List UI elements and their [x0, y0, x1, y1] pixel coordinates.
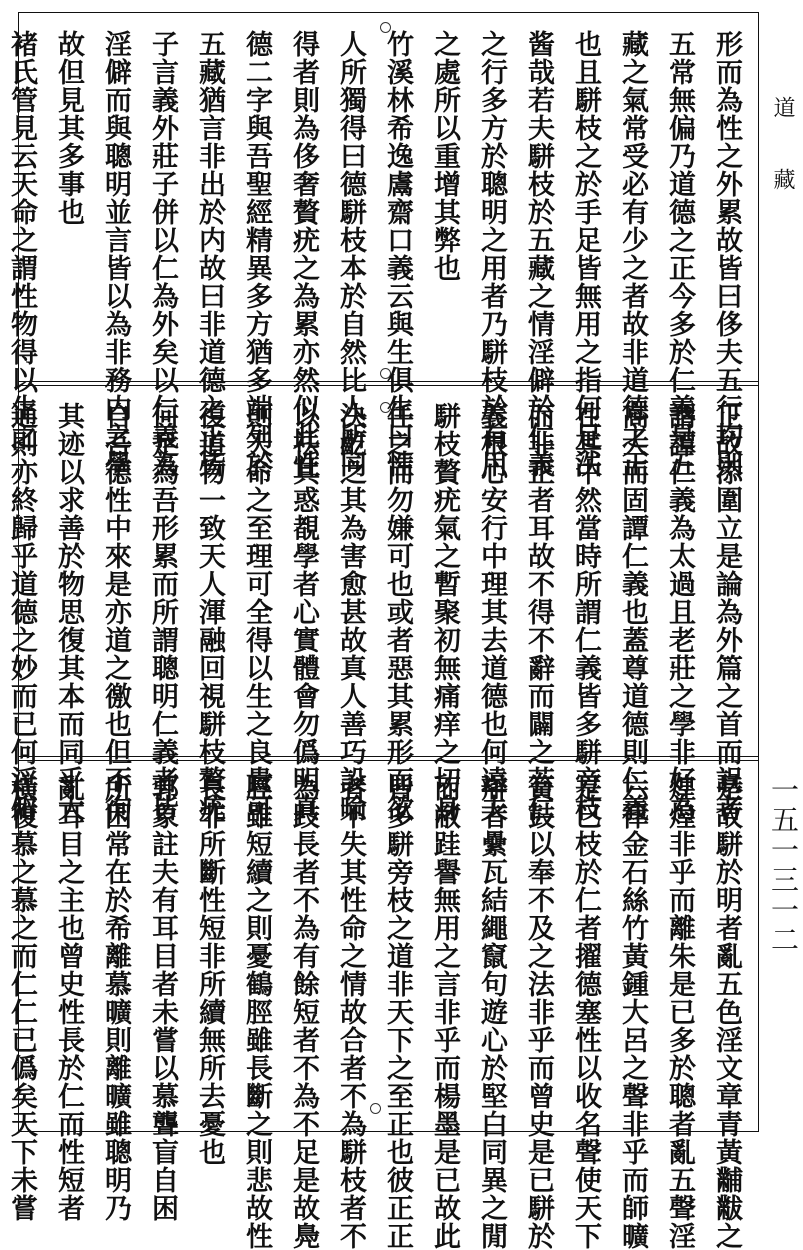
text-column: 也且駢枝之於手足皆無用之指何足泆	[570, 30, 601, 478]
text-column: 辯者纍瓦結繩竄句遊心於堅白同異之閒	[476, 774, 507, 1250]
text-column: 而敝跬譽無用之言非乎而楊墨是已故此	[429, 774, 460, 1250]
text-column: 復道物一致天人渾融回視駢枝贅疣	[194, 402, 225, 822]
text-column: 之行多方於聰明之用者乃駢枝於有用	[476, 30, 507, 478]
text-column: 五藏猶言非出於内故曰非道德之正皆	[194, 30, 225, 478]
text-column: 駢枝贅疣氣之暫聚初無痛痒之切身	[429, 402, 460, 822]
text-column: 故但見其多事也	[53, 30, 84, 226]
margin-title: 道藏	[770, 96, 795, 240]
text-column: 而非正者耳故不得不辭而闢之若仁	[523, 402, 554, 822]
text-column: 任之而勿嫌可也或者惡其累形而欲	[382, 402, 413, 822]
text-column: 脛雖短續之則憂鶴脛雖長斷之則悲故性	[241, 774, 272, 1250]
text-column: 自吾德性中來是亦道之徼也但不徇	[100, 402, 131, 822]
text-column: 是已枝於仁者擢德塞性以收名聲使天下	[570, 774, 601, 1250]
text-column: 得者則為侈奢贅疣之為累亦然似此性	[288, 30, 319, 478]
text-column: 橫復慕之慕之而仁仁已僞矣天下未嘗	[6, 774, 37, 1222]
text-column: 簧鼓以奉不及之法非乎而曾史是已駢於	[523, 774, 554, 1250]
text-column: 正故添圍立是論為外篇之首而誤者	[711, 402, 742, 822]
text-column: 者不失其性命之情故合者不為駢枝者不	[335, 774, 366, 1250]
text-column: 何足為吾形累而所謂聰明仁義者皆	[147, 402, 178, 822]
text-column: 郭象註夫有耳目者未嘗以慕聾盲自困	[147, 774, 178, 1222]
text-column: 長非所斷性短非所續無所去憂也	[194, 774, 225, 1166]
text-column: 為跂長者不為有餘短者不為不足是故鳧	[288, 774, 319, 1250]
text-column: 謂譚仁義為太過且老莊之學非好為	[664, 402, 695, 822]
text-column: 竹溪林希逸鬳齋口義云與生俱生曰性	[382, 30, 413, 478]
text-column: 六律金石絲竹黃鍾大呂之聲非乎而師曠	[617, 774, 648, 1250]
text-column: 子言義外莊子併以仁為外矣以仁義為	[147, 30, 178, 478]
text-column: 之處所以重增其弊也	[429, 30, 460, 282]
text-panel-middle	[6, 402, 746, 822]
text-column: 煌煌非乎而離朱是已多於聰者亂五聲淫	[664, 774, 695, 1250]
text-panel-upper	[6, 30, 746, 478]
text-column: 五常無偏乃道德之正今多於仁義是五	[664, 30, 695, 478]
text-column: 褚氏管見云天命之謂性物得以生之	[6, 30, 37, 450]
text-column: 皆多駢旁枝之道非天下之至正也彼正正	[382, 774, 413, 1250]
text-column: 是故駢於明者亂五色淫文章青黃黼黻之	[711, 774, 742, 1250]
text-column: 在其中然當時所謂仁義皆多駢旁枝	[570, 402, 601, 822]
text-column: 則天命之至理可全得以生之良貴可	[241, 402, 272, 822]
text-column: 形而為性之外累故皆曰侈夫五行均則	[711, 30, 742, 478]
text-column: 通則亦終歸乎道德之妙而已何淫僻	[6, 402, 37, 822]
text-column: 德二字與吾聖經精異多方猶多端列於	[241, 30, 272, 478]
text-column: 決齕之其為害愈甚故真人善巧設喻	[335, 402, 366, 822]
text-column: 酱哉若夫駢枝於五藏之情淫僻於仁義	[523, 30, 554, 478]
text-column: 義根心安行中理其去道德也何遠夫	[476, 402, 507, 822]
text-column: 藏之氣常受必有少之者故非道德之正	[617, 30, 648, 478]
text-column: 人所獨得曰德駢枝本於自然比人所同	[335, 30, 366, 478]
frame-top-border	[18, 12, 758, 13]
text-column: 亂耳目之主也曾史性長於仁而性短者	[53, 774, 84, 1222]
text-column: 以祛其惑覩學者心實體會勿僞明真	[288, 402, 319, 822]
text-column: 其迹以求善於物思復其本而同乎大	[53, 402, 84, 822]
margin-border	[758, 12, 759, 1132]
text-panel-lower	[6, 774, 746, 1250]
text-column: 所困常在於希離慕曠則離曠雖聰明乃	[100, 774, 131, 1222]
text-column: 淫僻而與聰明並言皆以為非務内之學	[100, 30, 131, 478]
margin-page-number: 一五一三一二	[767, 775, 800, 955]
text-column: 高大而固譚仁義也蓋尊道德則仁義	[617, 402, 648, 822]
